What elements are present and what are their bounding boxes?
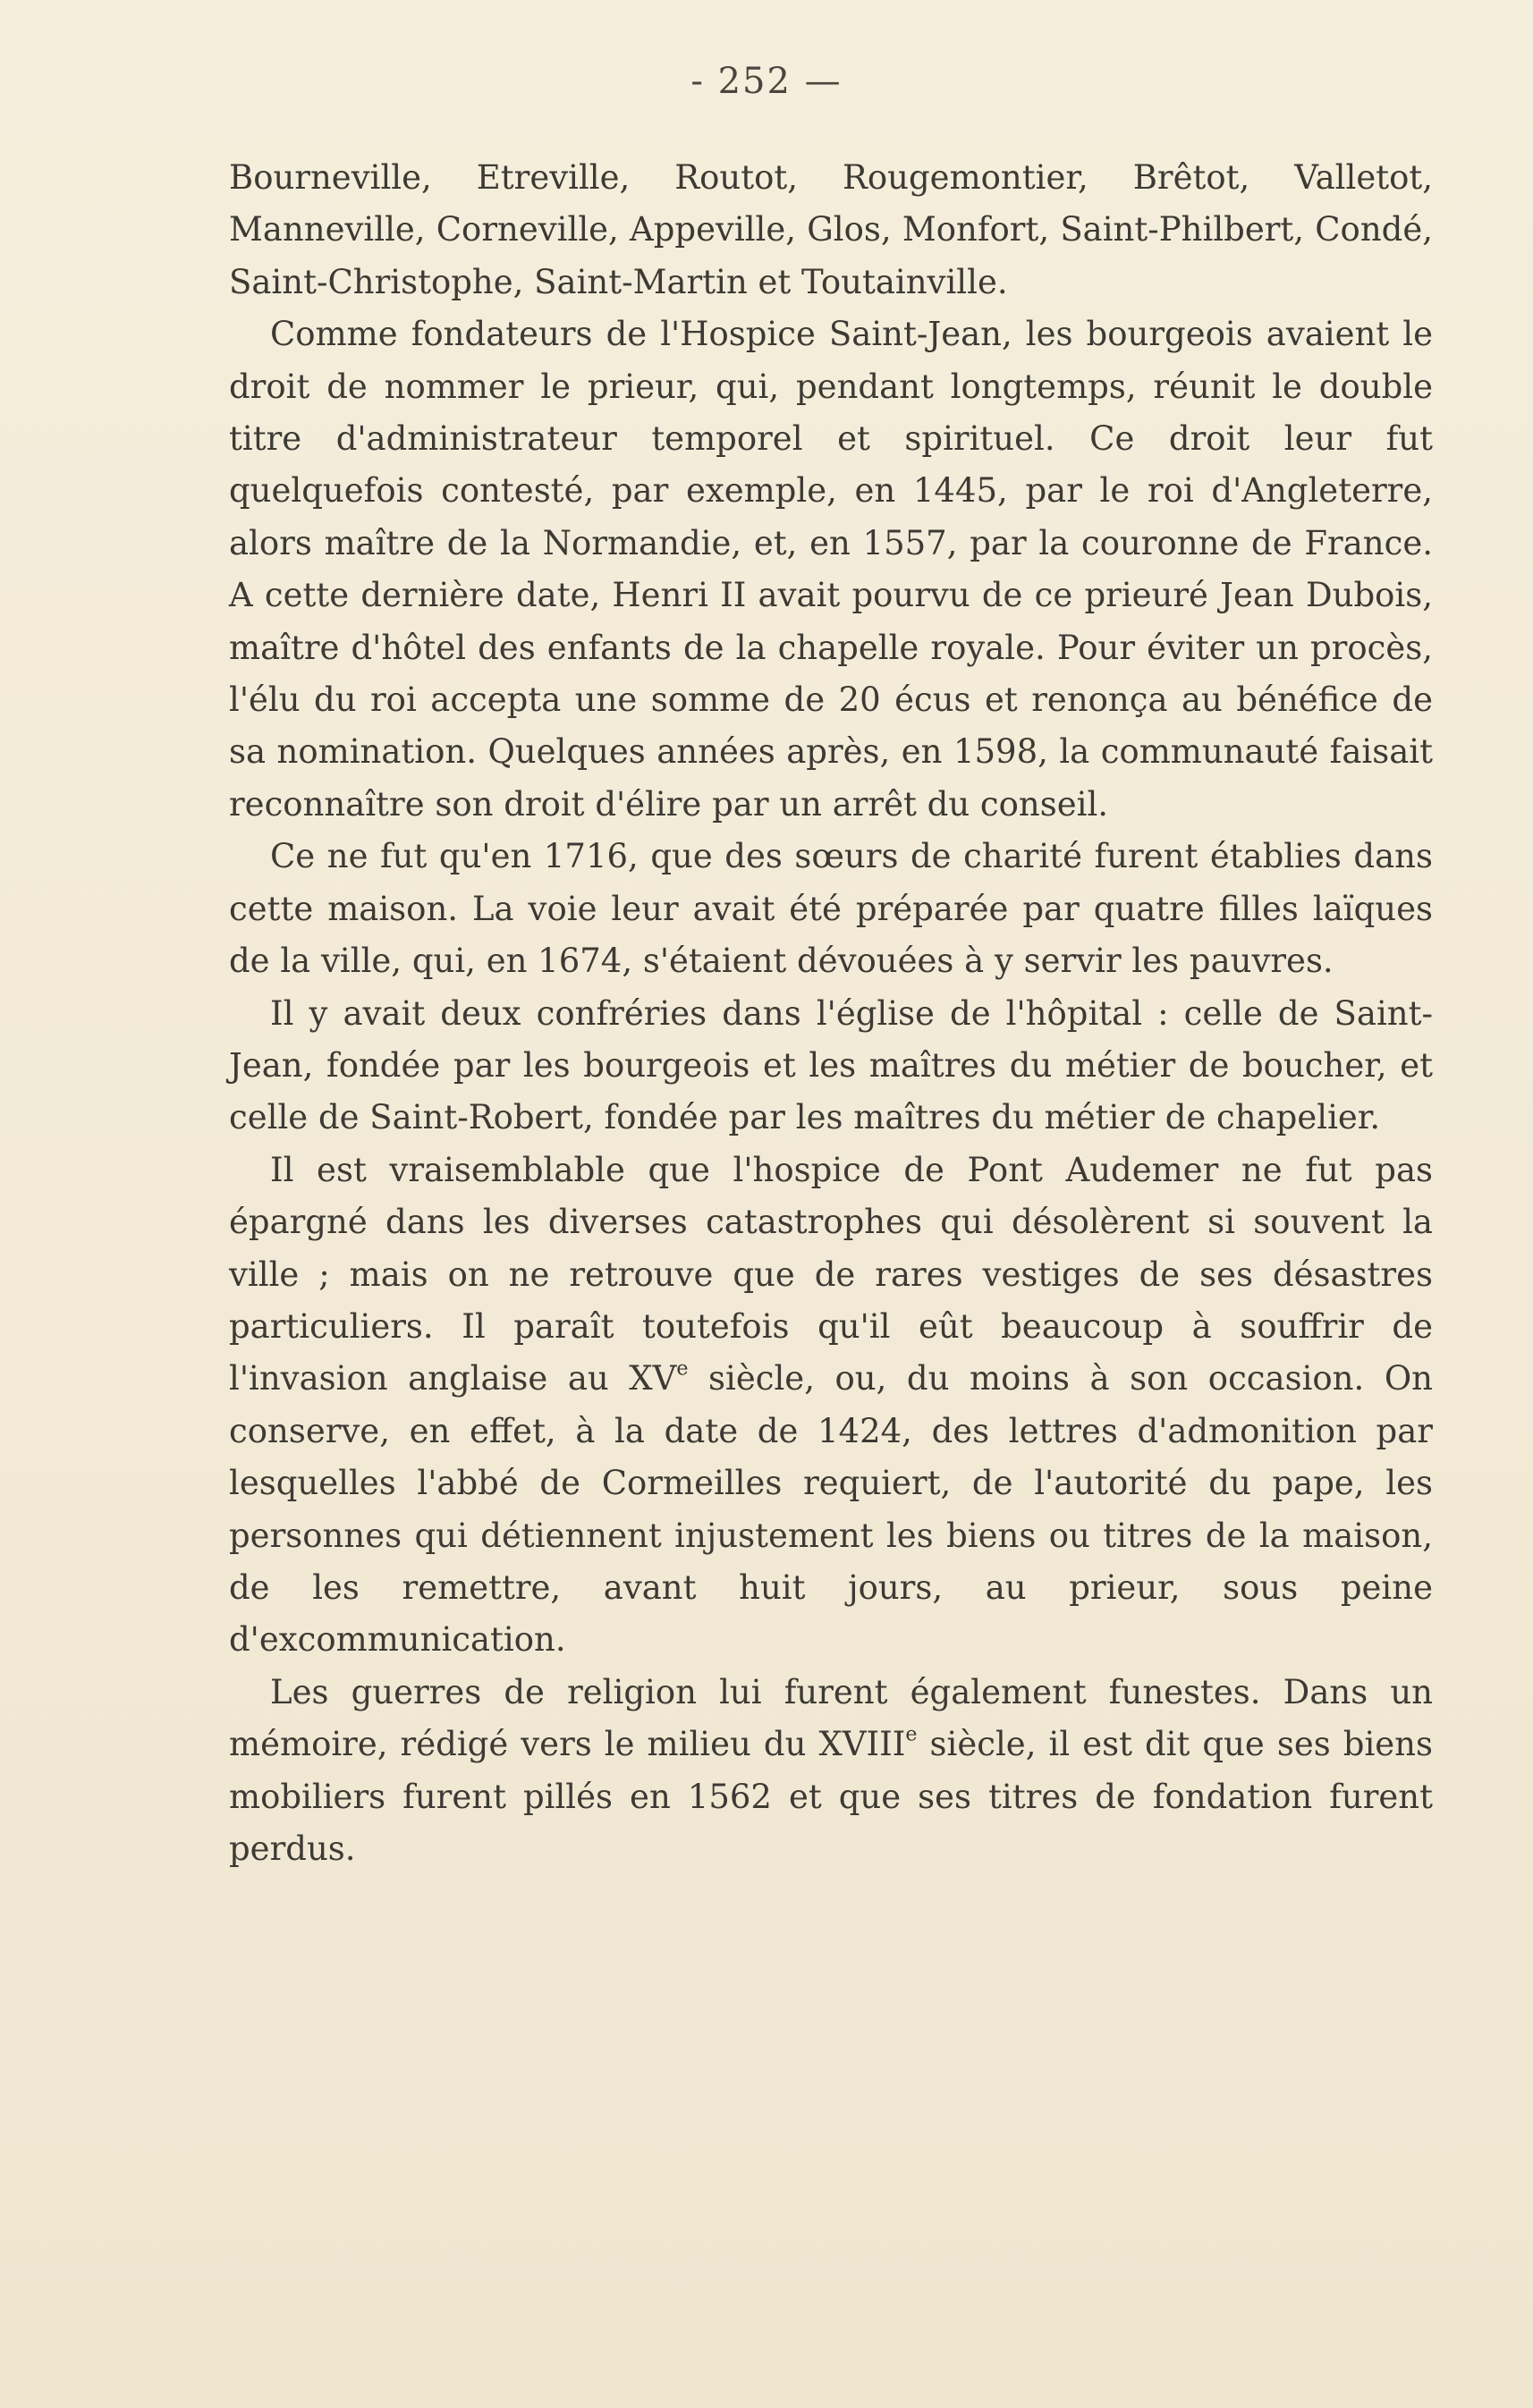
text-run: siècle, ou, du moins à son occasion. On conserve, en effet, à la date de 1424, des lettres d'admonition par lesquelles l'abbé de Cormeilles requiert, de l'autorité du pape, les personnes qui détiennent injustement les biens ou titres de la maison, de les remettre, avant huit jours, au prieur, sous peine d'excommunication.: [229, 1359, 1433, 1660]
superscript: e: [905, 1722, 918, 1746]
superscript: e: [676, 1356, 689, 1381]
text-run: siècle, il est dit que ses biens mobiliers furent pillés en 1562 et que ses titres de fondation furent perdus.: [229, 1725, 1433, 1868]
text-run: Il y avait deux confréries dans l'église de l'hôpital : celle de Saint-Jean, fondée par les bourgeois et les maîtres du métier de boucher, et celle de Saint-Robert, fondée par les maîtres du métier de chapelier.: [229, 993, 1433, 1137]
paragraph: [229, 1667, 1433, 1876]
text-run: Ce ne fut qu'en 1716, que des sœurs de charité furent établies dans cette maison. La voie leur avait été préparée par quatre filles laïques de la ville, qui, en 1674, s'étaient dévouées à y servir les pauvres.: [229, 837, 1433, 981]
text-run: Comme fondateurs de l'Hospice Saint-Jean, les bourgeois avaient le droit de nommer le prieur, qui, pendant longtemps, réunit le double titre d'administrateur temporel et spirituel. Ce droit leur fut quelquefois contesté, par exemple, en 1445, par le roi d'Angleterre, alors maître de la Normandie, et, en 1557, par la couronne de France. A cette dernière date, Henri II avait pourvu de ce prieuré Jean Dubois, maître d'hôtel des enfants de la chapelle royale. Pour éviter un procès, l'élu du roi accepta une somme de 20 écus et renonça au bénéfice de sa nomination. Quelques années après, en 1598, la communauté faisait reconnaître son droit d'élire par un arrêt du conseil.: [229, 315, 1433, 824]
page-number: - 252 —: [690, 61, 843, 102]
paragraph: [229, 988, 1433, 1145]
paragraph: [229, 152, 1433, 308]
text-run: Il est vraisemblable que l'hospice de Pont Audemer ne fut pas épargné dans les diverses catastrophes qui désolèrent si souvent la ville ; mais on ne retrouve que de rares vestiges de ses désastres particuliers. Il paraît toutefois qu'il eût beaucoup à souffrir de l'invasion anglaise au XV: [229, 1150, 1433, 1398]
text-run: Bourneville, Etreville, Routot, Rougemontier, Brêtot, Valletot, Manneville, Corneville, Appeville, Glos, Monfort, Saint-Philbert, Condé, Saint-Christophe, Saint-Martin et Toutainville.: [229, 158, 1433, 301]
paragraph: [229, 1145, 1433, 1667]
paragraph: [229, 831, 1433, 987]
text-run: Les guerres de religion lui furent également funestes. Dans un mémoire, rédigé vers le milieu du XVIII: [229, 1672, 1433, 1764]
paragraph: [229, 308, 1433, 831]
body-text: [229, 152, 1433, 1875]
